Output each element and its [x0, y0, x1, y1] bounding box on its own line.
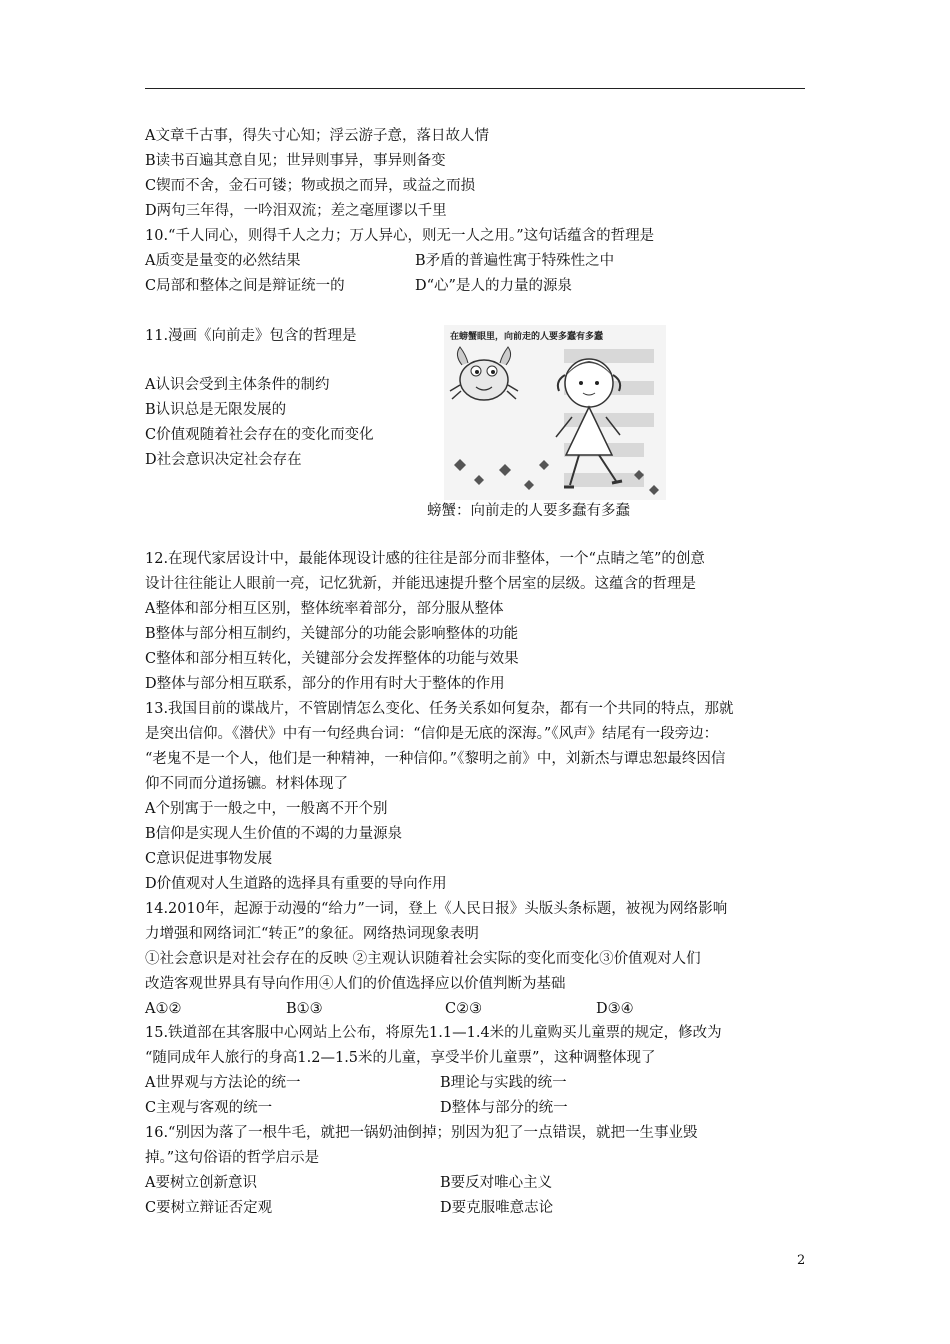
q12-stem-line1: 12.在现代家居设计中，最能体现设计感的往往是部分而非整体，一个“点睛之笔”的创意	[145, 551, 705, 567]
q13-option-b: B信仰是实现人生价值的不竭的力量源泉	[145, 826, 403, 842]
q13-stem-line1: 13.我国目前的谍战片，不管剧情怎么变化、任务关系如何复杂，都有一个共同的特点，那就	[145, 701, 734, 717]
q11-option-d: D社会意识决定社会存在	[145, 452, 302, 468]
cartoon-header: 在螃蟹眼里，向前走的人要多蠢有多蠢	[450, 332, 604, 342]
q12-option-d: D整体与部分相互联系，部分的作用有时大于整体的作用	[145, 676, 505, 692]
q12-option-b: B整体与部分相互制约，关键部分的功能会影响整体的功能	[145, 626, 519, 642]
header-rule	[145, 88, 805, 89]
q12-option-c: C整体和部分相互转化，关键部分会发挥整体的功能与效果	[145, 651, 519, 667]
q15-option-a: A世界观与方法论的统一	[145, 1075, 301, 1091]
q16-option-d: D要克服唯意志论	[440, 1200, 554, 1216]
q9-option-b: B读书百遍其意自见；世异则事异，事异则备变	[145, 153, 446, 169]
q10-option-d: D“心”是人的力量的源泉	[415, 278, 572, 294]
q10-stem: 10.“千人同心，则得千人之力；万人异心，则无一人之用。”这句话蕴含的哲理是	[145, 228, 655, 244]
q14-stem-line1: 14.2010年，起源于动漫的“给力”一词，登上《人民日报》头版头条标题，被视为网络影响	[145, 901, 728, 917]
q10-option-c: C局部和整体之间是辩证统一的	[145, 278, 345, 294]
q16-stem-line1: 16.“别因为落了一根牛毛，就把一锅奶油倒掉；别因为犯了一点错误，就把一生事业毁	[145, 1125, 698, 1141]
q13-stem-line3: “老鬼不是一个人，他们是一种精神，一种信仰。”《黎明之前》中，刘新杰与谭忠恕最终因信	[145, 751, 726, 767]
q13-stem-line2: 是突出信仰。《潜伏》中有一句经典台词：“信仰是无底的深海。”《风声》结尾有一段旁边：	[145, 726, 719, 742]
q14-option-a: A①②	[145, 1001, 182, 1017]
q16-stem-line2: 掉。”这句俗语的哲学启示是	[145, 1150, 320, 1166]
q12-option-a: A整体和部分相互区别，整体统率着部分，部分服从整体	[145, 601, 504, 617]
q11-option-b: B认识总是无限发展的	[145, 402, 287, 418]
q10-option-a: A质变是量变的必然结果	[145, 253, 301, 269]
q16-option-a: A要树立创新意识	[145, 1175, 257, 1191]
q15-stem-line2: “随同成年人旅行的身高1.2—1.5米的儿童，享受半价儿童票”，这种调整体现了	[145, 1050, 656, 1066]
q14-stem-line2: 力增强和网络词汇“转正”的象征。网络热词现象表明	[145, 926, 479, 942]
q11-option-c: C价值观随着社会存在的变化而变化	[145, 427, 374, 443]
q16-option-c: C要树立辩证否定观	[145, 1200, 273, 1216]
q11-stem: 11.漫画《向前走》包含的哲理是	[145, 328, 357, 344]
q16-option-b: B要反对唯心主义	[440, 1175, 553, 1191]
q13-option-a: A个别寓于一般之中，一般离不开个别	[145, 801, 388, 817]
q9-option-d: D两句三年得，一吟泪双流；差之毫厘谬以千里	[145, 203, 447, 219]
q14-stem-line4: 改造客观世界具有导向作用④人们的价值选择应以价值判断为基础	[145, 976, 566, 992]
q14-option-c: C②③	[445, 1001, 483, 1017]
q9-option-c: C锲而不舍，金石可镂；物或损之而异，或益之而损	[145, 178, 476, 194]
q13-option-d: D价值观对人生道路的选择具有重要的导向作用	[145, 876, 447, 892]
cartoon-caption: 螃蟹：向前走的人要多蠢有多蠢	[427, 503, 630, 519]
page-number: 2	[797, 1253, 806, 1268]
q15-option-b: B理论与实践的统一	[440, 1075, 567, 1091]
q11-option-a: A认识会受到主体条件的制约	[145, 377, 330, 393]
q14-option-b: B①③	[286, 1001, 323, 1017]
q13-option-c: C意识促进事物发展	[145, 851, 273, 867]
q15-stem-line1: 15.铁道部在其客服中心网站上公布，将原先1.1—1.4米的儿童购买儿童票的规定，修改为	[145, 1025, 722, 1041]
q15-option-c: C主观与客观的统一	[145, 1100, 273, 1116]
q14-stem-line3: ①社会意识是对社会存在的反映 ②主观认识随着社会实际的变化而变化③价值观对人们	[145, 951, 701, 967]
q12-stem-line2: 设计往往能让人眼前一亮，记忆犹新，并能迅速提升整个居室的层级。这蕴含的哲理是	[145, 576, 696, 592]
q14-option-d: D③④	[596, 1001, 634, 1017]
crab-cartoon-image	[444, 325, 666, 500]
q13-stem-line4: 仰不同而分道扬镳。材料体现了	[145, 776, 348, 792]
q15-option-d: D整体与部分的统一	[440, 1100, 568, 1116]
q9-option-a: A文章千古事，得失寸心知；浮云游子意，落日故人情	[145, 128, 489, 144]
q10-option-b: B矛盾的普遍性寓于特殊性之中	[415, 253, 615, 269]
